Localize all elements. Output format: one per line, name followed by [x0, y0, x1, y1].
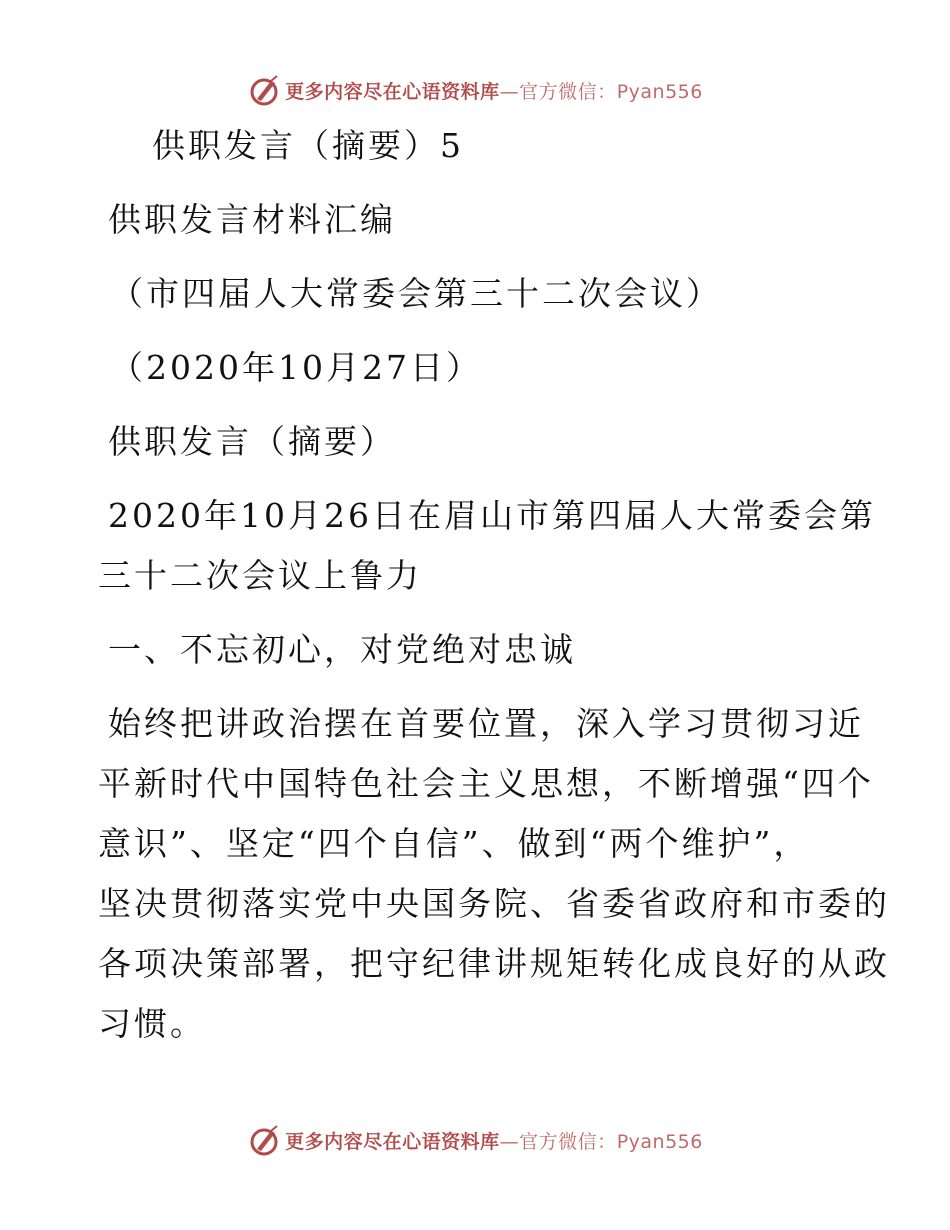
watermark-site: 更多内容尽在心语资料库: [285, 1130, 500, 1153]
watermark-wechat-id: Pyan556: [616, 1130, 703, 1153]
paragraph-1-line-5: 各项决策部署，把守纪律讲规矩转化成良好的从政: [98, 944, 890, 983]
watermark-text: [285, 77, 703, 104]
watermark-dash: —: [499, 1130, 520, 1153]
paragraph-1-line-4: 坚决贯彻落实党中央国务院、省委省政府和市委的: [98, 884, 890, 923]
paragraph-1-line-6: 习惯。: [98, 1004, 206, 1043]
watermark-wechat-label: 官方微信：: [519, 80, 617, 103]
paragraph-1-line-1: 始终把讲政治摆在首要位置，深入学习贯彻习近: [108, 704, 864, 743]
watermark-wechat-id: Pyan556: [616, 80, 703, 103]
meeting-name: （市四届人大常委会第三十二次会议）: [110, 274, 722, 313]
watermark-dash: —: [499, 80, 520, 103]
watermark-site: 更多内容尽在心语资料库: [285, 80, 500, 103]
meeting-date: （2020年10月27日）: [110, 348, 482, 387]
watermark-text: [285, 1127, 703, 1154]
subtitle: 供职发言（摘要）: [108, 422, 396, 461]
collection-title: 供职发言材料汇编: [108, 200, 396, 239]
watermark-wechat-label: 官方微信：: [519, 1130, 617, 1153]
quill-pen-logo-icon: [247, 73, 281, 107]
section-1-title: 一、不忘初心，对党绝对忠诚: [108, 630, 576, 669]
header-watermark-banner: [0, 70, 950, 110]
speaker-line-2: 三十二次会议上鲁力: [98, 556, 422, 595]
paragraph-1-line-2: 平新时代中国特色社会主义思想，不断增强“四个: [98, 764, 874, 803]
document-heading: 供职发言（摘要）5: [152, 126, 464, 165]
quill-pen-logo-icon: [247, 1123, 281, 1157]
footer-watermark-banner: [0, 1120, 950, 1160]
speaker-line-1: 2020年10月26日在眉山市第四届人大常委会第: [108, 496, 876, 535]
paragraph-1-line-3: 意识”、坚定“四个自信”、做到“两个维护”，: [98, 824, 810, 863]
